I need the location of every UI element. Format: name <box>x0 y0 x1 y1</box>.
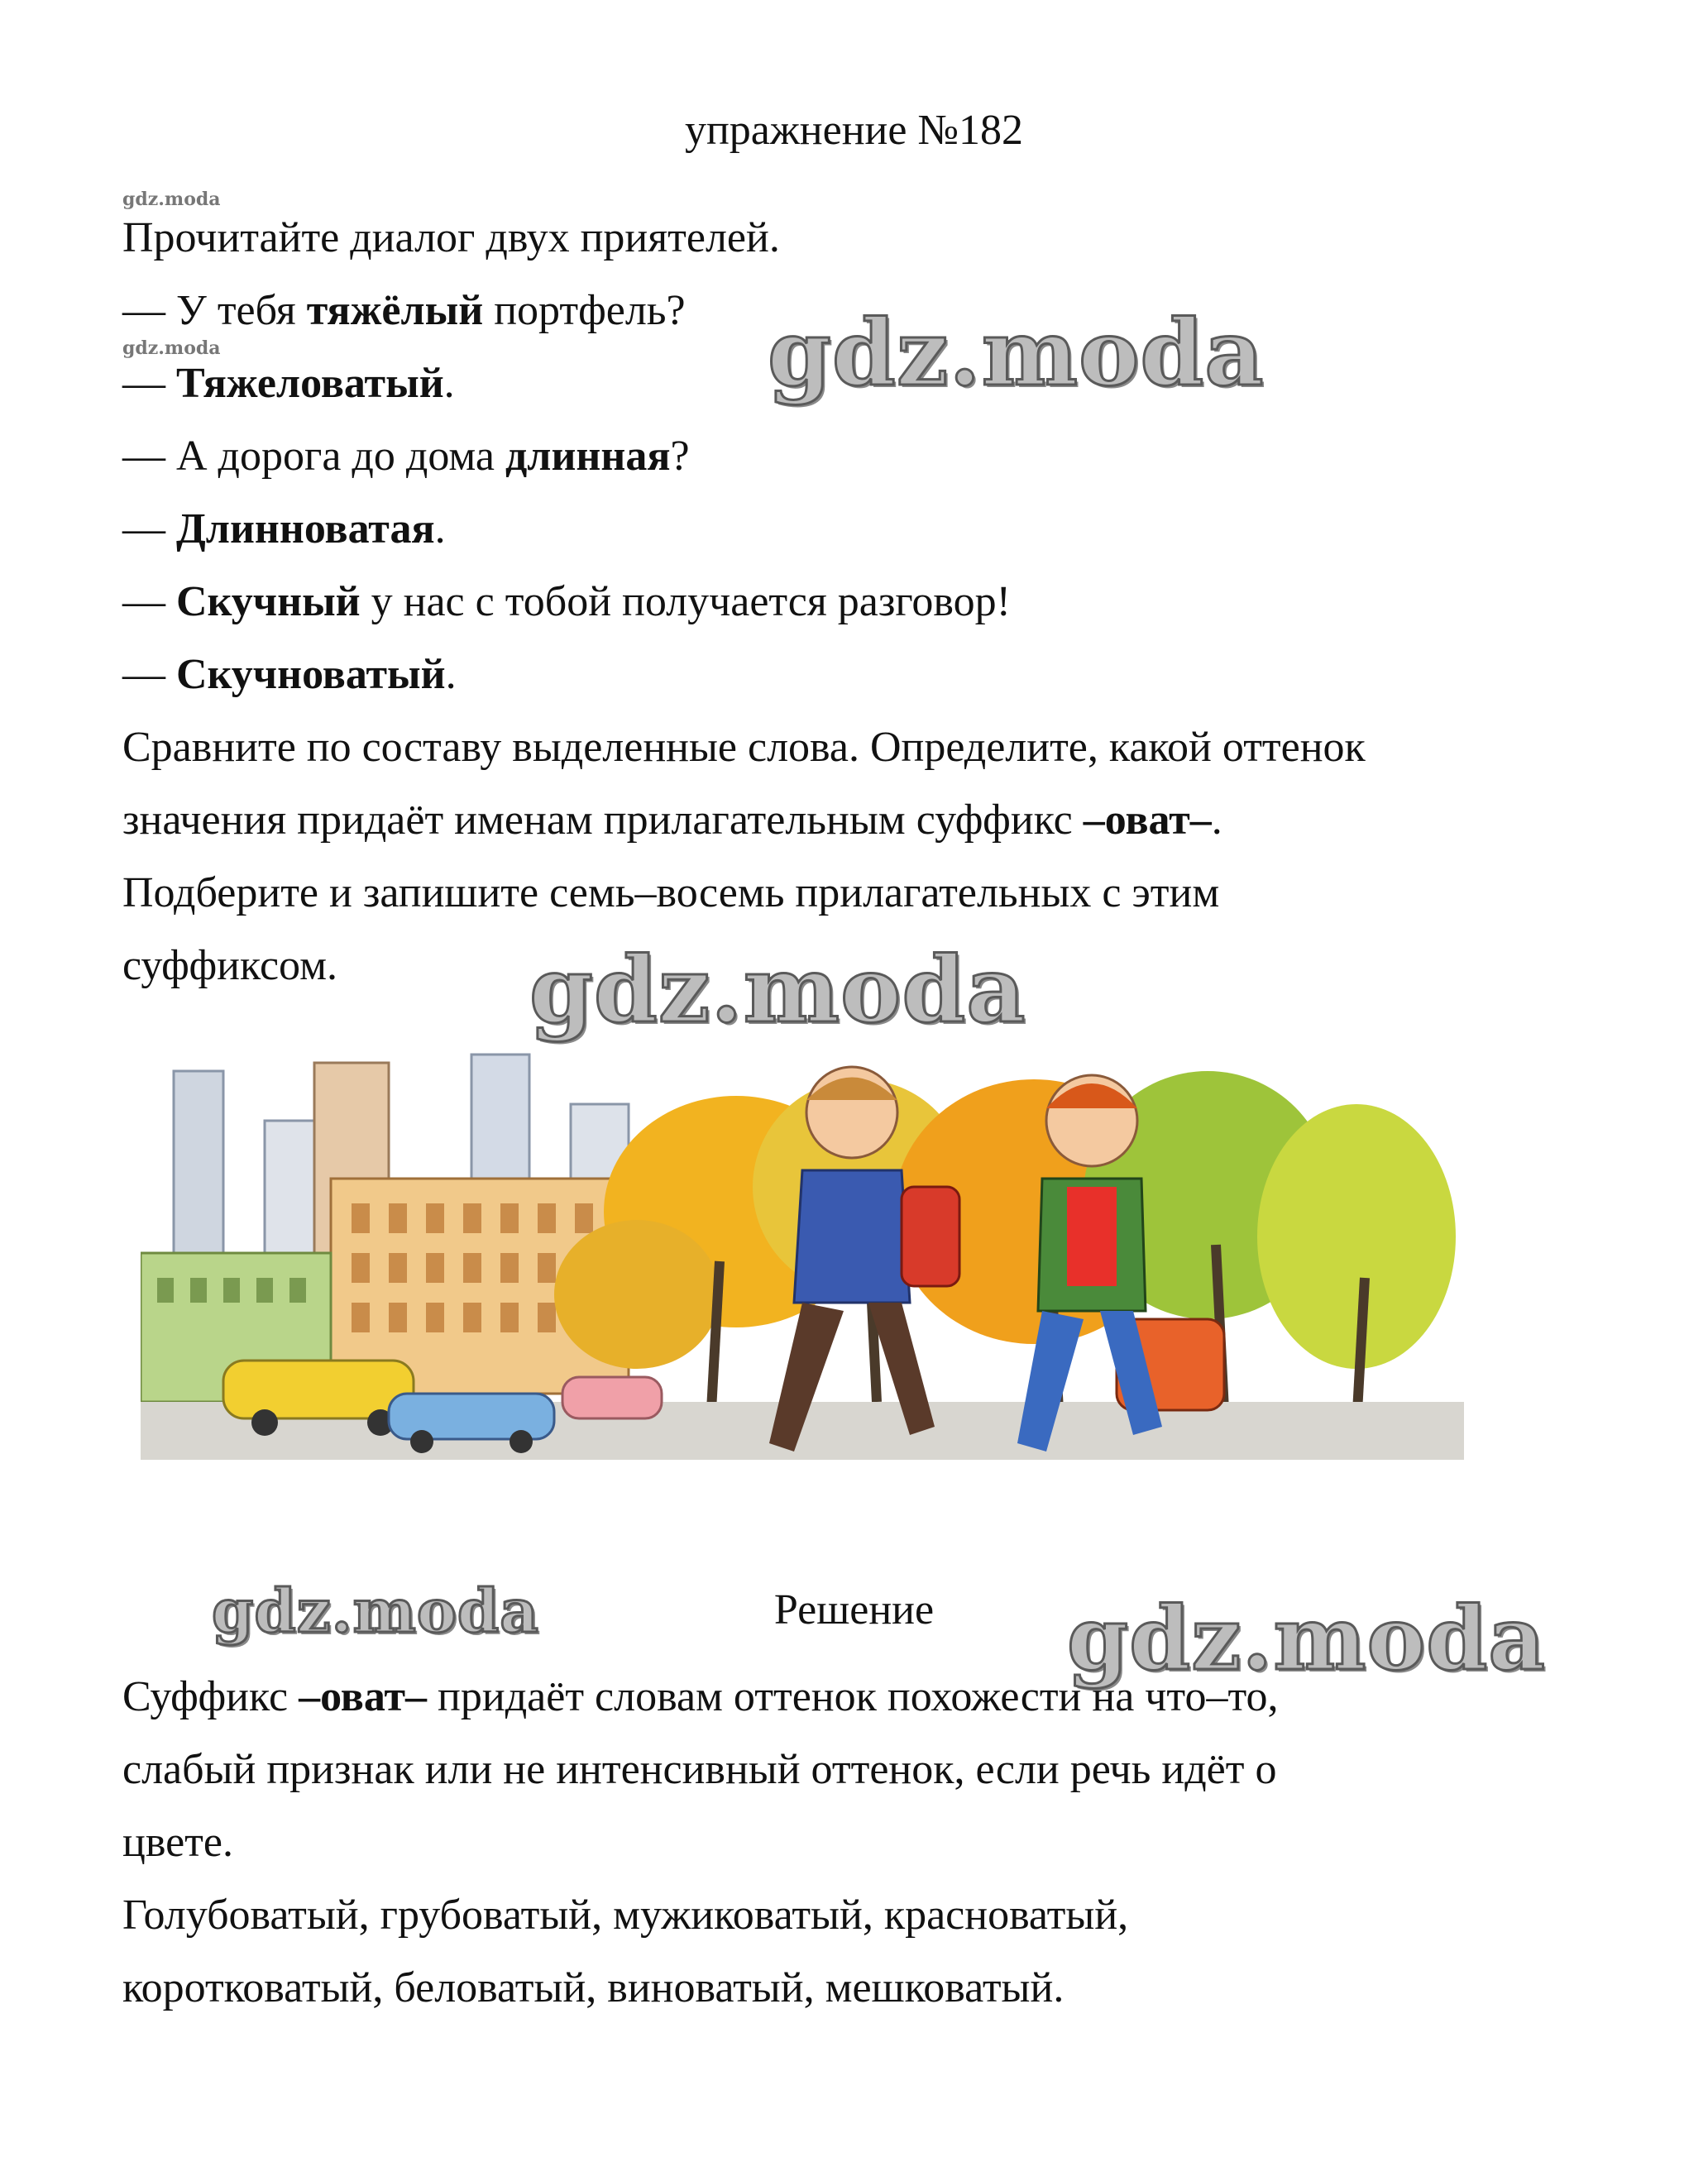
solution-line: Суффикс –оват– придаёт словам оттенок похожести на что–то, <box>122 1673 1279 1720</box>
solution-line: слабый признак или не интенсивный оттенок, если речь идёт о <box>122 1746 1277 1793</box>
watermark-big: gdz.moda <box>212 1576 539 1646</box>
task-intro: Прочитайте диалог двух приятелей. <box>122 214 780 261</box>
dialog-line: — У тебя тяжёлый портфель? <box>122 287 686 334</box>
solution-heading: Решение <box>773 1586 935 1633</box>
city-buildings <box>141 1055 629 1402</box>
watermark-small: gdz.moda <box>122 337 221 359</box>
solution-line: коротковатый, беловатый, виноватый, мешковатый. <box>122 1964 1065 2011</box>
pink-car <box>562 1377 662 1418</box>
task-instruction: значения придаёт именам прилагательным суффикс –оват–. <box>122 796 1222 844</box>
dialog-line: — Длинноватая. <box>122 505 446 552</box>
watermark-small: gdz.moda <box>122 189 221 210</box>
watermark-big: gdz.moda <box>1067 1586 1546 1690</box>
watermark-big: gdz.moda <box>768 299 1265 406</box>
dialog-line: — Скучноватый. <box>122 651 457 698</box>
page-title: упражнение №182 <box>684 107 1024 154</box>
dialog-line: — А дорога до дома длинная? <box>122 433 690 480</box>
illustration-boys-walking <box>141 1046 1464 1476</box>
dialog-line: — Скучный у нас с тобой получается разговор! <box>122 578 1011 625</box>
autumn-trees <box>554 1071 1456 1427</box>
task-instruction: суффиксом. <box>122 942 337 989</box>
task-instruction: Сравните по составу выделенные слова. Определите, какой оттенок <box>122 724 1366 771</box>
task-instruction: Подберите и запишите семь–восемь прилагательных с этим <box>122 869 1220 916</box>
solution-line: Голубоватый, грубоватый, мужиковатый, красноватый, <box>122 1892 1129 1939</box>
solution-line: цвете. <box>122 1819 233 1866</box>
watermark-big: gdz.moda <box>529 936 1026 1043</box>
dialog-line: — Тяжеловатый. <box>122 360 455 407</box>
